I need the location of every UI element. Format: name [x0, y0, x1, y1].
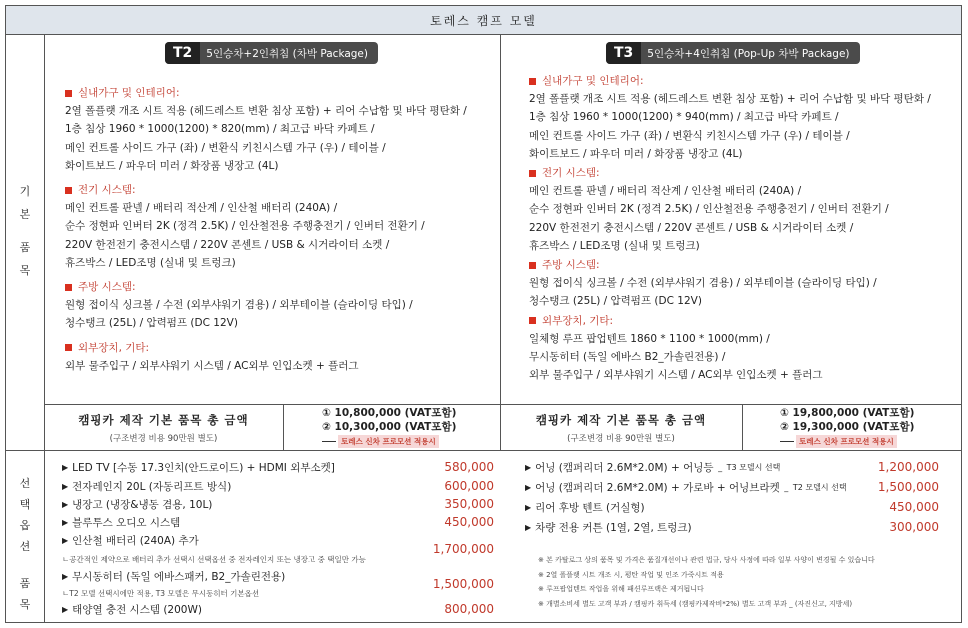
t2-spec-list	[65, 82, 467, 375]
spec-line: 무시동히터 (독일 에바스 B2_가솔린전용) /	[529, 351, 726, 364]
spec-line: 2열 폴플랫 개조 시트 적용 (헤드레스트 변환 침상 포함) + 리어 수납함 및 바닥 평탄화 /	[529, 93, 931, 106]
section-title: 전기 시스템:	[529, 164, 931, 182]
red-square-icon	[529, 170, 536, 177]
spec-line: 외부 물주입구 / 외부샤워기 시스템 / AC외부 인입소켓 + 플러그	[529, 369, 823, 382]
spec-line: 220V 한전전기 충전시스템 / 220V 콘센트 / USB & 시거라이터 소켓 /	[65, 238, 390, 251]
option-item: ▶ 차량 전용 커튼 (1열, 2열, 트렁크)	[525, 522, 692, 534]
divider	[5, 450, 962, 451]
option-price: 450,000	[444, 515, 494, 529]
option-item: ▶ 인산철 배터리 (240A) 추가	[62, 535, 199, 547]
spec-line: 2열 폴플랫 개조 시트 적용 (헤드레스트 변환 침상 포함) + 리어 수납함 및 바닥 평탄화 /	[65, 105, 467, 118]
triangle-bullet-icon: ▶	[62, 463, 69, 472]
note-line: ※ 2열 폴플랫 시트 개조 시, 평탄 작업 및 인조 가죽시트 적용	[538, 570, 724, 579]
side-label-basic: 기 본 품 목	[19, 185, 31, 277]
red-square-icon	[65, 344, 72, 351]
spec-line: 청수탱크 (25L) / 압력펌프 (DC 12V)	[65, 317, 238, 330]
amount-1: ① 19,800,000 (VAT포함)	[780, 407, 915, 419]
spec-line: 220V 한전전기 충전시스템 / 220V 콘센트 / USB & 시거라이터 소켓 /	[529, 221, 854, 234]
spec-line: 메인 컨트롤 판넬 / 배터리 적산계 / 인산철 배터리 (240A) /	[65, 202, 338, 215]
option-item: ▶ LED TV [수동 17.3인치(안드로이드) + HDMI 외부소켓]	[62, 462, 335, 474]
spec-line: 화이트보드 / 파우더 미러 / 화장품 냉장고 (4L)	[65, 159, 279, 172]
spec-line: 순수 정현파 인버터 2K (정격 2.5K) / 인산철전용 주행충전기 / 인버터 전환기 /	[529, 203, 889, 216]
spec-line: 일체형 루프 팝업텐트 1860 * 1100 * 1000(mm) /	[529, 332, 770, 345]
triangle-bullet-icon: ▶	[525, 523, 532, 532]
spec-line: 화이트보드 / 파우더 미러 / 화장품 냉장고 (4L)	[529, 147, 743, 160]
option-price: 1,200,000	[877, 460, 939, 474]
model-code: T3	[606, 42, 641, 64]
promo-badge: 토레스 신차 프로모션 적용시	[796, 435, 897, 448]
option-price: 450,000	[889, 500, 939, 514]
page-title: 토레스 캠프 모델	[5, 5, 962, 35]
spec-line: 휴즈박스 / LED조명 (실내 및 트렁크)	[65, 256, 236, 269]
red-square-icon	[529, 78, 536, 85]
option-item: ▶ 전자레인지 20L (자동리프트 방식)	[62, 481, 232, 493]
side-label-option: 선 택 옵 션 품 목	[19, 477, 31, 611]
option-item: ▶ 블루투스 오디오 시스템	[62, 517, 181, 529]
red-square-icon	[65, 187, 72, 194]
section-title: 전기 시스템:	[65, 181, 467, 199]
option-price: 580,000	[444, 460, 494, 474]
model-pill-t3	[606, 42, 860, 64]
t3-price-amounts	[780, 406, 914, 448]
triangle-bullet-icon: ▶	[525, 503, 532, 512]
spec-line: 외부 물주입구 / 외부샤워기 시스템 / AC외부 인입소켓 + 플러그	[65, 359, 359, 372]
disclaimer-notes	[538, 553, 875, 611]
option-price: 1,500,000	[877, 480, 939, 494]
model-pill-t2	[165, 42, 378, 64]
option-item: ▶ 냉장고 (냉장&냉동 겸용, 10L)	[62, 499, 213, 511]
option-price: 1,500,000	[432, 577, 494, 591]
note-line: ※ 루프팝업텐트 작업을 위해 패션루프랙은 제거됩니다	[538, 585, 704, 593]
triangle-bullet-icon: ▶	[62, 605, 69, 614]
red-square-icon	[65, 284, 72, 291]
spec-line: 1층 침상 1960 * 1000(1200) * 820(mm) / 최고급 바닥 카페트 /	[65, 123, 375, 136]
red-square-icon	[529, 262, 536, 269]
option-item: ▶ 태양열 충전 시스템 (200W)	[62, 604, 202, 616]
section-title: 실내가구 및 인테리어:	[529, 72, 931, 90]
spec-line: 메인 컨트롤 사이드 가구 (좌) / 변환식 키친시스템 가구 (우) / 테이블 /	[529, 129, 850, 142]
spec-line: 청수탱크 (25L) / 압력펌프 (DC 12V)	[529, 295, 702, 308]
spec-line: 원형 접이식 싱크볼 / 수전 (외부샤워기 겸용) / 외부테이블 (슬라이딩 타입) /	[529, 277, 877, 290]
option-item: ▶ 리어 후방 텐트 (거실형)	[525, 502, 645, 514]
divider	[283, 404, 284, 450]
spec-line: 휴즈박스 / LED조명 (실내 및 트렁크)	[529, 239, 700, 252]
triangle-bullet-icon: ▶	[525, 483, 532, 492]
note-line: ※ 개별소비세 별도 고객 부과 / 캠핑카 취득세 (캠핑카제작비*2%) 별도 고객 부과 _ (자진신고, 지방세)	[538, 599, 853, 608]
t2-price-amounts	[322, 406, 456, 448]
option-item: ▶ 어닝 (캠퍼리더 2.6M*2.0M) + 어닝등 _ T3 모델시 선택	[525, 462, 781, 474]
section-title: 주방 시스템:	[65, 278, 467, 296]
red-square-icon	[65, 90, 72, 97]
spec-line: 메인 컨트롤 사이드 가구 (좌) / 변환식 키친시스템 가구 (우) / 테이블 /	[65, 141, 386, 154]
amount-2: ② 10,300,000 (VAT포함)	[322, 421, 457, 433]
triangle-bullet-icon: ▶	[525, 463, 532, 472]
promo-badge: 토레스 신차 프로모션 적용시	[338, 435, 439, 448]
divider	[500, 35, 501, 450]
option-note: ㄴ공간적인 제약으로 배터리 추가 선택시 선택옵션 중 전자레인지 또는 냉장고 중 택일만 가능	[62, 555, 366, 564]
divider	[44, 404, 962, 405]
spec-line: 1층 침상 1960 * 1000(1200) * 940(mm) / 최고급 바닥 카페트 /	[529, 111, 839, 124]
option-tag: T3 모델시 선택	[726, 463, 781, 472]
option-price: 600,000	[444, 479, 494, 493]
spec-line: 원형 접이식 싱크볼 / 수전 (외부샤워기 겸용) / 외부테이블 (슬라이딩 타입) /	[65, 299, 413, 312]
model-desc: 5인승차+4인취침 (Pop-Up 차박 Package)	[647, 47, 850, 60]
amount-2: ② 19,300,000 (VAT포함)	[780, 421, 915, 433]
t3-spec-list	[529, 70, 931, 384]
section-title: 외부장치, 기타:	[65, 339, 467, 357]
option-price: 350,000	[444, 497, 494, 511]
note-line: ※ 본 카탈로그 상의 품목 및 가격은 품질개선이나 관련 법규, 당사 사정에 따라 일부 사양이 변경될 수 있습니다	[538, 556, 875, 564]
option-item: ▶ 무시동히터 (독일 에바스패커, B2_가솔린전용)	[62, 571, 286, 583]
model-code: T2	[165, 42, 200, 64]
triangle-bullet-icon: ▶	[62, 572, 69, 581]
triangle-bullet-icon: ▶	[62, 518, 69, 527]
divider	[742, 404, 743, 450]
t3-price-label: 캠핑카 제작 기본 품목 총 금액 (구조변경 비용 90만원 별도)	[535, 413, 707, 444]
model-desc: 5인승차+2인취침 (차박 Package)	[206, 47, 368, 60]
triangle-bullet-icon: ▶	[62, 536, 69, 545]
triangle-bullet-icon: ▶	[62, 482, 69, 491]
option-price: 1,700,000	[432, 542, 494, 556]
section-title: 실내가구 및 인테리어:	[65, 84, 467, 102]
spec-line: 순수 정현파 인버터 2K (정격 2.5K) / 인산철전용 주행충전기 / 인버터 전환기 /	[65, 220, 425, 233]
red-square-icon	[529, 317, 536, 324]
option-note: ㄴT2 모델 선택시에만 적용, T3 모델은 무시동히터 기본옵션	[62, 589, 260, 598]
option-price: 300,000	[889, 520, 939, 534]
t2-price-label: 캠핑카 제작 기본 품목 총 금액 (구조변경 비용 90만원 별도)	[78, 413, 249, 444]
section-title: 외부장치, 기타:	[529, 312, 931, 330]
option-item: ▶ 어닝 (캠퍼리더 2.6M*2.0M) + 가로바 + 어닝브라켓 _ T2 모델시 선택	[525, 482, 847, 494]
spec-line: 메인 컨트롤 판넬 / 배터리 적산계 / 인산철 배터리 (240A) /	[529, 185, 802, 198]
option-price: 800,000	[444, 602, 494, 616]
option-tag: T2 모델시 선택	[792, 483, 847, 492]
triangle-bullet-icon: ▶	[62, 500, 69, 509]
section-title: 주방 시스템:	[529, 256, 931, 274]
amount-1: ① 10,800,000 (VAT포함)	[322, 407, 457, 419]
